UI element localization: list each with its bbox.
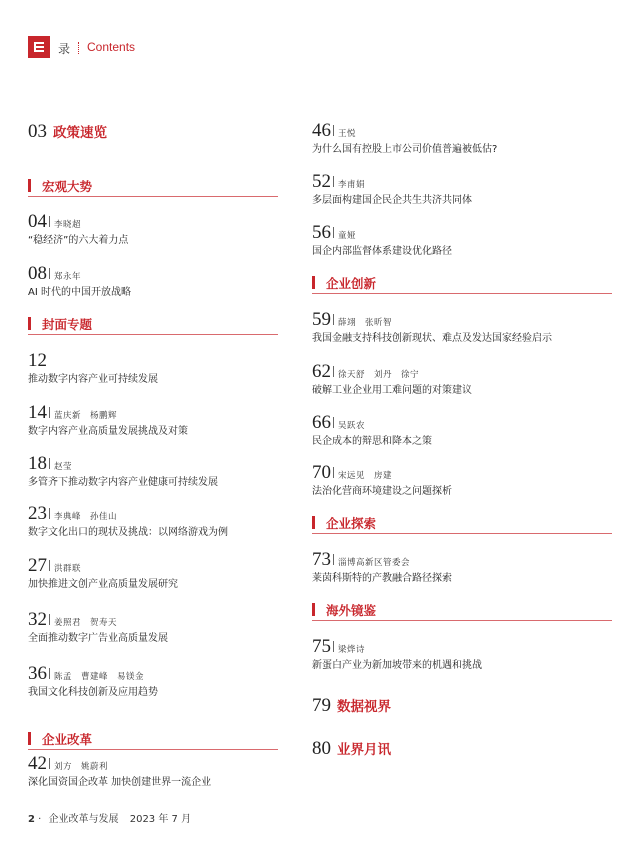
author: 刘方 姚蔚利 (54, 762, 109, 772)
article-title: “稳经济”的六大着力点 (28, 235, 129, 246)
toc-entry[interactable] (28, 403, 188, 439)
article-title: 推动数字内容产业可持续发展 (28, 374, 158, 385)
section-rule (28, 196, 278, 197)
section-header (312, 601, 612, 619)
page-number: 70 (312, 462, 331, 483)
page-number: 62 (312, 361, 331, 382)
toc-entry[interactable] (312, 637, 482, 673)
featured-label: 政策速览 (53, 125, 107, 141)
section-header (312, 514, 612, 532)
section-title: 宏观大势 (42, 179, 93, 194)
divider (49, 216, 50, 227)
divider (49, 560, 50, 571)
featured-label: 数据视界 (337, 699, 391, 715)
divider (49, 407, 50, 418)
section-marker (312, 516, 315, 529)
author: 宋远见 房建 (338, 471, 393, 481)
author: 李甫娟 (338, 180, 366, 190)
divider (333, 641, 334, 652)
author: 徐天舒 刘丹 徐宁 (338, 370, 420, 380)
page-number: 03 (28, 121, 47, 142)
toc-entry[interactable] (28, 664, 158, 700)
author: 吴跃农 (338, 421, 366, 431)
toc-entry[interactable] (312, 172, 472, 208)
page-number: 66 (312, 412, 331, 433)
article-title: 破解工业企业用工难问题的对策建议 (312, 385, 472, 396)
folio: 2 (28, 814, 35, 825)
divider (333, 227, 334, 238)
section-marker (312, 603, 315, 616)
toc-entry[interactable] (312, 550, 452, 586)
page-number: 18 (28, 453, 47, 474)
divider (333, 314, 334, 325)
toc-entry[interactable] (312, 362, 472, 398)
divider (333, 176, 334, 187)
divider (49, 268, 50, 279)
page-number: 75 (312, 636, 331, 657)
article-title: 莱茵科斯特的产教融合路径探索 (312, 573, 452, 584)
section-header (312, 274, 612, 292)
page-number: 80 (312, 738, 331, 759)
issue-date: 2023 年 7 月 (129, 814, 192, 825)
divider (333, 417, 334, 428)
page-number: 79 (312, 695, 331, 716)
section-header (28, 730, 278, 748)
article-title: 法治化营商环境建设之问题探析 (312, 486, 452, 497)
section-title: 海外镜鉴 (326, 603, 377, 618)
section-title: 企业改革 (42, 732, 93, 747)
author: 郑永年 (54, 272, 82, 282)
featured-label: 业界月讯 (337, 742, 391, 758)
toc-entry[interactable] (312, 310, 552, 346)
author: 姜照君 贺寿天 (54, 618, 118, 628)
page-number: 56 (312, 222, 331, 243)
section-rule (28, 334, 278, 335)
author: 薛翊 张昕智 (338, 318, 393, 328)
page-number: 42 (28, 753, 47, 774)
author: 洪群联 (54, 564, 82, 574)
article-title: 多层面构建国企民企共生共济共同体 (312, 195, 472, 206)
section-marker (28, 317, 31, 330)
divider (49, 614, 50, 625)
page-number: 36 (28, 663, 47, 684)
article-title: 我国文化科技创新及应用趋势 (28, 687, 158, 698)
section-marker (312, 276, 315, 289)
section-rule (312, 293, 612, 294)
divider (49, 508, 50, 519)
author: 赵莹 (54, 462, 73, 472)
author: 李典峰 孙佳山 (54, 512, 118, 522)
page-footer (28, 810, 191, 825)
toc-entry[interactable] (28, 504, 228, 540)
section-rule (312, 533, 612, 534)
page-number: 73 (312, 549, 331, 570)
article-title: 民企成本的辩思和降本之策 (312, 436, 432, 447)
page-number: 12 (28, 350, 47, 371)
divider (49, 758, 50, 769)
author: 蓝庆新 杨鹏辉 (54, 411, 118, 421)
featured-entry[interactable] (312, 695, 391, 716)
article-title: 全面推动数字广告业高质量发展 (28, 633, 168, 644)
article-title: 新蛋白产业为新加坡带来的机遇和挑战 (312, 660, 482, 671)
article-title: 为什么国有控股上市公司价值普遍被低估? (312, 144, 498, 155)
divider (49, 668, 50, 679)
page-number: 46 (312, 120, 331, 141)
header-label-cn: 录 (58, 42, 71, 56)
page-number: 59 (312, 309, 331, 330)
article-title: 国企内部监督体系建设优化路径 (312, 246, 452, 257)
article-title: 数字内容产业高质量发展挑战及对策 (28, 426, 188, 437)
toc-entry[interactable] (28, 264, 131, 300)
author: 梁烨诗 (338, 645, 366, 655)
article-title: 多管齐下推动数字内容产业健康可持续发展 (28, 477, 218, 488)
header-label-en: Contents (87, 40, 136, 54)
author: 童娅 (338, 231, 357, 241)
page-number: 23 (28, 503, 47, 524)
page-number: 14 (28, 402, 47, 423)
divider (333, 366, 334, 377)
article-title: 深化国资国企改革 加快创建世界一流企业 (28, 777, 212, 788)
toc-entry[interactable] (28, 610, 168, 646)
divider (333, 467, 334, 478)
journal-name: 企业改革与发展 (48, 814, 119, 825)
divider (333, 554, 334, 565)
page-number: 08 (28, 263, 47, 284)
toc-entry[interactable] (312, 223, 452, 259)
section-title: 企业创新 (326, 276, 377, 291)
article-title: 我国金融支持科技创新现状、难点及发达国家经验启示 (312, 333, 552, 344)
article-title: 加快推进文创产业高质量发展研究 (28, 579, 178, 590)
author: 李晓超 (54, 220, 82, 230)
section-header (28, 315, 278, 333)
page-number: 27 (28, 555, 47, 576)
page-number: 52 (312, 171, 331, 192)
author: 陈孟 曹建峰 易镁金 (54, 672, 145, 682)
page-number: 04 (28, 211, 47, 232)
section-title: 企业探索 (326, 516, 377, 531)
footer-dot: · (38, 814, 42, 825)
header-separator (78, 42, 80, 54)
divider (49, 458, 50, 469)
toc-entry[interactable] (312, 413, 432, 449)
section-header (28, 177, 278, 195)
author: 王悦 (338, 129, 357, 139)
section-rule (28, 749, 278, 750)
toc-entry[interactable] (28, 212, 128, 248)
toc-entry[interactable] (28, 351, 158, 387)
toc-entry[interactable] (28, 454, 218, 490)
toc-entry[interactable] (312, 463, 452, 499)
section-marker (28, 179, 31, 192)
featured-entry[interactable] (312, 738, 391, 759)
divider (333, 125, 334, 136)
toc-entry[interactable] (28, 556, 178, 592)
section-title: 封面专题 (42, 317, 93, 332)
article-title: 数字文化出口的现状及挑战：以网络游戏为例 (28, 527, 228, 538)
toc-entry[interactable] (28, 754, 211, 790)
page-number: 32 (28, 609, 47, 630)
featured-entry[interactable] (28, 121, 107, 142)
logo-mark (28, 36, 50, 58)
article-title: AI 时代的中国开放战略 (28, 287, 131, 298)
toc-entry[interactable] (312, 121, 497, 157)
author: 淄博高新区管委会 (338, 558, 411, 568)
section-marker (28, 732, 31, 745)
section-rule (312, 620, 612, 621)
